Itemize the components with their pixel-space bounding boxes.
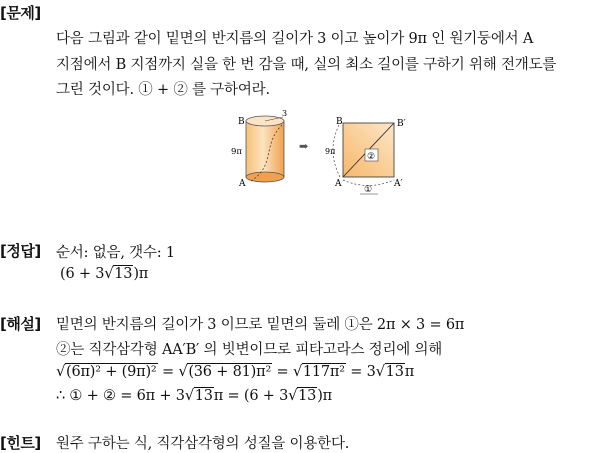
sqrt-13-b: √ 13: [288, 388, 317, 404]
eq-sign-3: = 3: [345, 364, 376, 380]
net-label-a-prime: A′: [394, 179, 403, 189]
net-label-b-prime: B′: [397, 119, 406, 129]
explanation-line-4: [56, 388, 332, 404]
answer-line-1: 순서: 없음, 갯수: 1: [56, 245, 175, 261]
net-label-height: 9π: [325, 147, 336, 156]
problem-line-2: 지점에서 B 지점까지 실을 한 번 감을 때, 실의 최소 길이를 구하기 위해 전개도를: [56, 57, 557, 73]
sqrt-term-2: √ (36 + 81)π²: [178, 364, 272, 380]
net-figure: [325, 117, 406, 195]
answer-expr-b: )π: [133, 266, 149, 282]
answer-expr-a: (6 + 3: [60, 266, 105, 282]
problem-label: [문제]: [0, 4, 41, 22]
sqrt-13-a: √ 13: [185, 388, 214, 404]
net-label-one: ①: [364, 185, 373, 195]
pi-symbol: π: [404, 364, 415, 380]
problem-line-1: 다음 그림과 같이 밑면의 반지름의 길이가 3 이고 높이가 9π 인 원기둥에서 A: [56, 31, 534, 47]
cyl-label-b: B: [238, 117, 245, 127]
eq-sign-2: =: [272, 364, 293, 380]
explanation-line-1: 밑면의 반지름의 길이가 3 이므로 밑면의 둘레 ①은 2π × 3 = 6π: [56, 317, 465, 333]
explanation-line-2: ②는 직각삼각형 AA′B′ 의 빗변이므로 피타고라스 정리에 의해: [56, 342, 443, 358]
net-label-b: B: [336, 117, 343, 127]
cyl-label-height: 9π: [231, 147, 242, 157]
sqrt-13: √ 13: [104, 266, 133, 282]
sqrt-term-1: √ (6π)² + (9π)²: [56, 364, 158, 380]
net-label-two: ②: [367, 152, 376, 162]
cyl-label-radius: 3: [282, 109, 288, 118]
conclusion-b: π = (6 + 3: [213, 388, 289, 404]
cyl-label-a: A: [239, 179, 246, 189]
explanation-line-3: [56, 364, 414, 380]
conclusion-a: ∴ ① + ② = 6π + 3: [56, 388, 185, 404]
hint-label: [힌트]: [0, 434, 41, 452]
net-label-a: A: [335, 179, 342, 189]
arrow-icon: ➡: [299, 140, 309, 153]
problem-figure: [0, 105, 589, 205]
sqrt-term-4: √ 13: [376, 364, 405, 380]
sqrt-term-3: √ 117π²: [293, 364, 346, 380]
problem-line-3: 그린 것이다. ① + ② 를 구하여라.: [56, 82, 270, 98]
answer-line-2: [60, 266, 148, 282]
answer-label: [정답]: [0, 242, 41, 260]
explanation-label: [해설]: [0, 315, 41, 333]
cylinder-figure: [231, 109, 287, 189]
conclusion-c: )π: [317, 388, 333, 404]
hint-text: 원주 구하는 식, 직각삼각형의 성질을 이용한다.: [56, 436, 350, 452]
eq-sign-1: =: [157, 364, 179, 380]
